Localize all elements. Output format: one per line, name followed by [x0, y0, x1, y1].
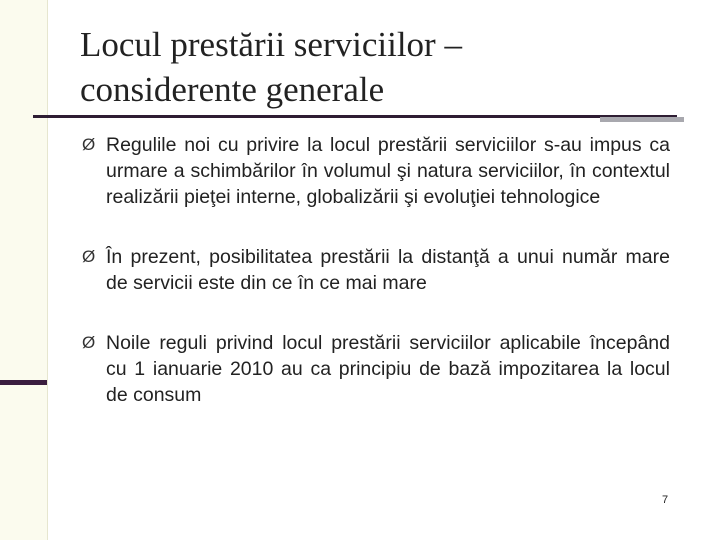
- bullet-text: Regulile noi cu privire la locul prestării serviciilor s-au impus ca urmare a schimbărilor în volumul şi natura serviciilor, în contextul realizării pieţei interne, globalizării şi evoluţiei tehnologice: [106, 134, 670, 208]
- left-decorative-panel: [0, 0, 48, 540]
- slide-title: [80, 22, 680, 112]
- bullet-text: În prezent, posibilitatea prestării la distanţă a unui număr mare de servicii este din ce în ce mai mare: [106, 246, 670, 294]
- arrow-bullet-icon: Ø: [82, 135, 96, 154]
- bullet-item: [82, 132, 670, 210]
- bullet-text: Noile reguli privind locul prestării serviciilor aplicabile începând cu 1 ianuarie 2010 au ca principiu de bază impozitarea la locul de consum: [106, 332, 670, 406]
- slide-title-line-1: Locul prestării serviciilor –: [80, 25, 462, 64]
- page-number: 7: [662, 494, 669, 506]
- bullet-item: [82, 244, 670, 296]
- slide-title-line-2: considerente generale: [80, 70, 385, 109]
- bullet-list: [82, 132, 670, 408]
- arrow-bullet-icon: Ø: [82, 333, 96, 352]
- title-underline-accent: [600, 117, 684, 122]
- left-accent-bar: [0, 380, 47, 385]
- bullet-item: [82, 330, 670, 408]
- arrow-bullet-icon: Ø: [82, 247, 96, 266]
- title-underline: [33, 115, 677, 118]
